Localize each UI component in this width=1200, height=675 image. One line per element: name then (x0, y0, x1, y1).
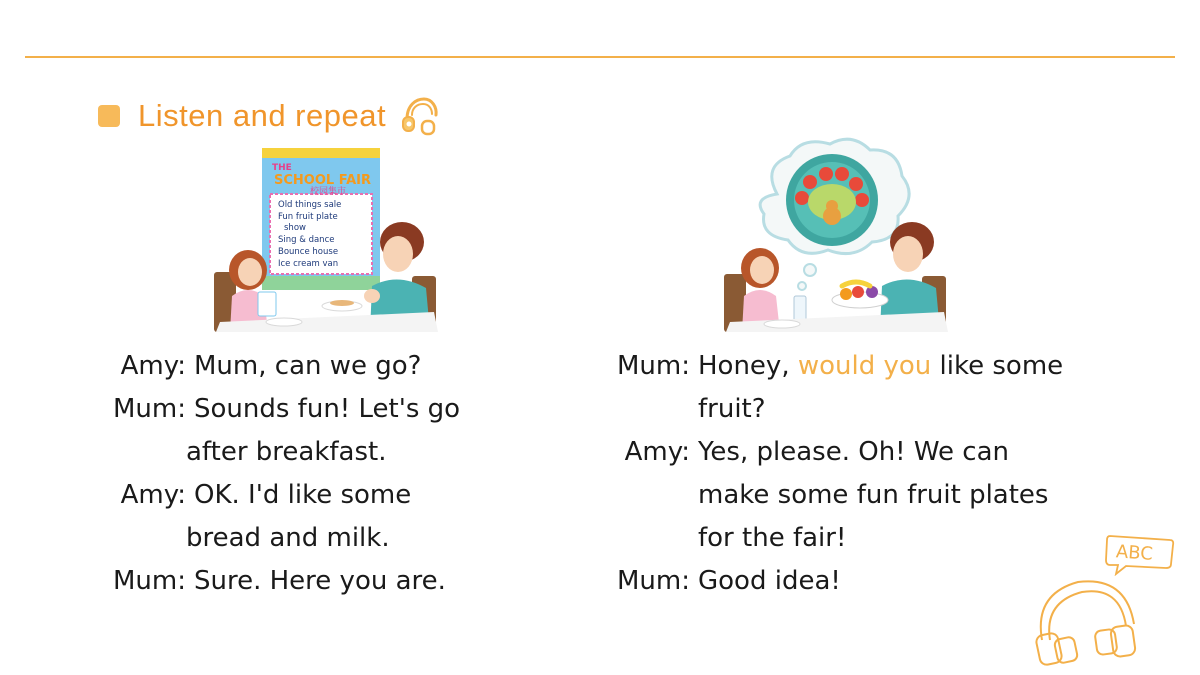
school-fair-poster (262, 148, 380, 290)
dialog-text: Sounds fun! Let's go (194, 394, 461, 424)
poster-item: Ice cream van (278, 259, 339, 269)
dialog-text: Good idea! (698, 566, 841, 596)
dialog-text: for the fair! (698, 523, 847, 553)
dialog-line (98, 474, 460, 517)
dialog-line (98, 560, 460, 603)
poster-item: Old things sale (278, 200, 342, 210)
poster-title: SCHOOL FAIR (274, 173, 371, 188)
speaker-label: Amy: (624, 437, 690, 467)
thought-bubble (760, 139, 909, 290)
square-bullet-icon (98, 105, 120, 127)
dialog-text-part: Honey, (698, 351, 798, 381)
dialog-line (612, 517, 1063, 560)
dialog-text (698, 345, 1063, 388)
fruit-plate-scene-illustration (722, 136, 952, 332)
top-divider (25, 56, 1175, 58)
speaker-label: Mum: (617, 351, 690, 381)
speaker-label (98, 431, 186, 474)
speaker-label: Amy: (120, 480, 186, 510)
headphones-outline-icon (1030, 574, 1140, 670)
abc-speech-bubble-icon (1104, 532, 1176, 576)
dialog-line (98, 431, 460, 474)
poster-item: Sing & dance (278, 235, 335, 245)
speaker-label: Mum: (113, 394, 186, 424)
dialog-line (612, 560, 1063, 603)
poster-item: Bounce house (278, 247, 339, 257)
dialog-left (98, 345, 460, 603)
dialog-text: fruit? (698, 394, 766, 424)
breakfast-scene-illustration (212, 146, 442, 332)
dialog-text: make some fun fruit plates (698, 480, 1049, 510)
poster-item: show (284, 223, 306, 233)
dialog-text: bread and milk. (186, 523, 390, 553)
speaker-label: Mum: (113, 566, 186, 596)
dialog-right (612, 345, 1063, 603)
section-title: Listen and repeat (138, 98, 387, 133)
dialog-line (612, 388, 1063, 431)
section-heading (98, 94, 440, 138)
dialog-text: Yes, please. Oh! We can (698, 437, 1010, 467)
speaker-label: Amy: (120, 351, 186, 381)
poster-title-small: THE (272, 163, 292, 173)
dialog-text-part: like some (931, 351, 1064, 381)
dialog-line (612, 345, 1063, 388)
highlighted-phrase: would you (797, 351, 932, 381)
dialog-line (612, 474, 1063, 517)
dialog-text: after breakfast. (186, 437, 387, 467)
speaker-label (98, 517, 186, 560)
speaker-label: Mum: (617, 566, 690, 596)
dialog-text: Mum, can we go? (194, 351, 422, 381)
dialog-line (98, 517, 460, 560)
abc-text: ABC (1115, 541, 1154, 565)
dialog-line (612, 431, 1063, 474)
dialog-text: OK. I'd like some (194, 480, 412, 510)
dialog-text: Sure. Here you are. (194, 566, 446, 596)
dialog-line (98, 388, 460, 431)
poster-subtitle: 校园集市 (310, 187, 347, 197)
dialog-line (98, 345, 460, 388)
poster-item: Fun fruit plate (278, 212, 338, 222)
headphones-icon[interactable] (400, 95, 440, 137)
